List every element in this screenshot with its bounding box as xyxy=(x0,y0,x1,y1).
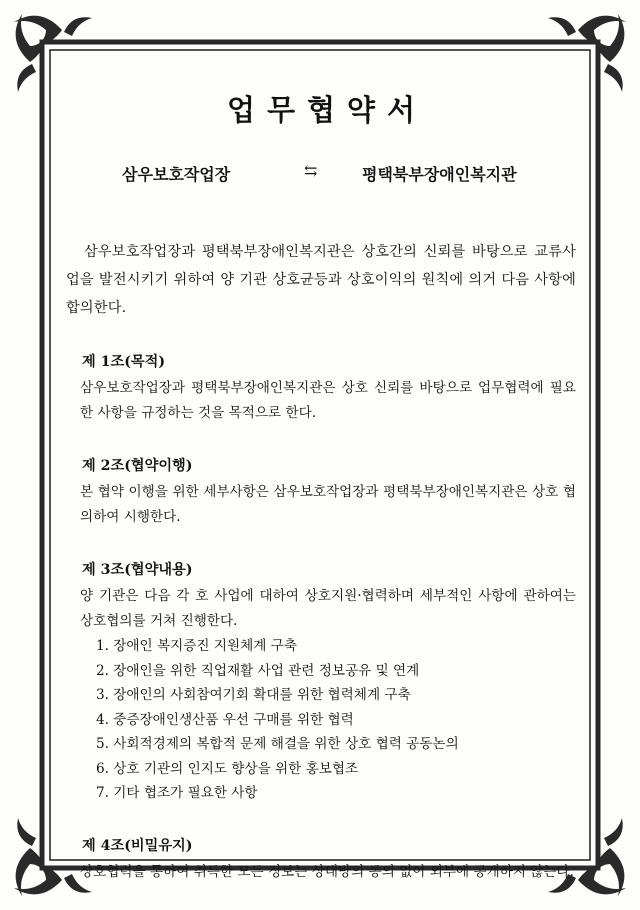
intro-paragraph: 삼우보호작업장과 평택북부장애인복지관은 상호간의 신뢰를 바탕으로 교류사업을 발전시키기 위하여 양 기관 상호균등과 상호이익의 원칙에 의거 다음 사항에 합의한다. xyxy=(66,244,576,316)
article-1 xyxy=(66,350,576,426)
article-3 xyxy=(66,558,576,806)
party-a-name: 삼우보호작업장 xyxy=(122,165,231,184)
article-2 xyxy=(66,454,576,530)
parties-line xyxy=(66,162,576,186)
list-item: 2. 장애인을 위한 직업재활 사업 관련 정보공유 및 연계 xyxy=(96,662,420,679)
article-title: 제 2조(협약이행) xyxy=(82,458,193,474)
article-body: 상호협력을 통하여 취득한 모든 정보는 상대방의 동의 없이 외부에 공개하지 않는다. xyxy=(80,863,575,880)
article-body: 삼우보호작업장과 평택북부장애인복지관은 상호 신뢰를 바탕으로 업무협력에 필요한 사항을 규정하는 것을 목적으로 한다. xyxy=(80,380,576,421)
list-item: 6. 상호 기관의 인지도 향상을 위한 홍보협조 xyxy=(96,760,359,777)
list-item: 5. 사회적경제의 복합적 문제 해결을 위한 상호 협력 공동논의 xyxy=(96,736,459,752)
list-item: 7. 기타 협조가 필요한 사항 xyxy=(96,785,258,801)
corner-ornament-top-right xyxy=(548,14,626,92)
list-item: 1. 장애인 복지증진 지원체계 구축 xyxy=(96,638,297,654)
article-3-item-list xyxy=(66,634,576,806)
article-4 xyxy=(66,834,576,885)
party-b-name: 평택북부장애인복지관 xyxy=(362,165,517,184)
document-content xyxy=(66,88,576,885)
article-body: 본 협약 이행을 위한 세부사항은 삼우보호작업장과 평택북부장애인복지관은 상호 협의하여 시행한다. xyxy=(80,484,576,525)
article-title: 제 1조(목적) xyxy=(82,354,166,370)
article-title: 제 3조(협약내용) xyxy=(82,562,193,578)
article-body: 양 기관은 다음 각 호 사업에 대하여 상호지원·협력하며 세부적인 사항에 관하여는 상호협의를 거쳐 진행한다. xyxy=(80,588,576,629)
document-title: 업무협약서 xyxy=(226,93,428,127)
article-title: 제 4조(비밀유지) xyxy=(82,837,193,854)
corner-ornament-top-left xyxy=(14,14,92,92)
list-item: 3. 장애인의 사회참여기회 확대를 위한 협력체계 구축 xyxy=(96,687,411,703)
list-item: 4. 중증장애인생산품 우선 구매를 위한 협력 xyxy=(96,711,354,728)
exchange-arrow-icon: ⇆ xyxy=(304,161,318,180)
